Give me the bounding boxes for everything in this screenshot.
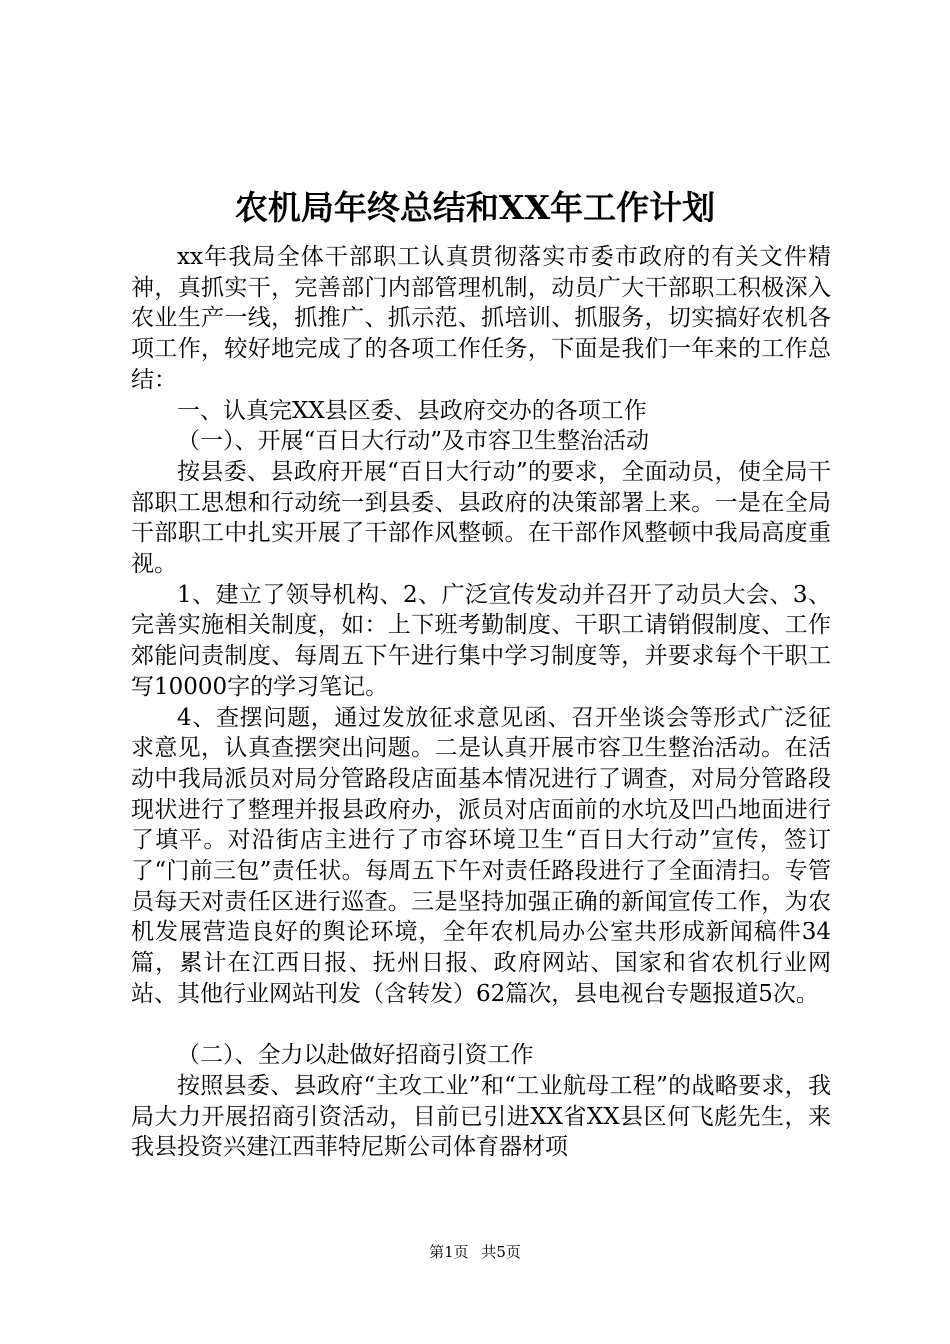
- paragraph-investment: 按照县委、县政府“主攻工业”和“工业航母工程”的战略要求，我局大力开展招商引资活动，目前已引进XX省XX县区何飞彪先生，来我县投资兴建江西菲特尼斯公司体育器材项: [131, 1072, 831, 1161]
- paragraph-intro: xx年我局全体干部职工认真贯彻落实市委市政府的有关文件精神，真抓实干，完善部门内部管理机制，动员广大干部职工积极深入农业生产一线，抓推广、抓示范、抓培训、抓服务，切实搞好农机各项工作，较好地完成了的各项工作任务，下面是我们一年来的工作总结：: [131, 244, 831, 393]
- page-total: 共5页: [481, 1243, 521, 1261]
- page-number: 第1页: [429, 1243, 469, 1261]
- paragraph-measures: 1、建立了领导机构、2、广泛宣传发动并召开了动员大会、3、完善实施相关制度，如：上下班考勤制度、干职工请销假制度、工作郊能问责制度、每周五下午进行集中学习制度等，并要求每个干职工写10000字的学习笔记。: [131, 581, 831, 700]
- subsection-heading-2: （二）、全力以赴做好招商引资工作: [177, 1042, 534, 1069]
- page-footer: [0, 1241, 950, 1263]
- section-heading-1: 一、认真完XX县区委、县政府交办的各项工作: [177, 397, 647, 424]
- paragraph-rectification: 4、查摆问题，通过发放征求意见函、召开坐谈会等形式广泛征求意见，认真查摆突出问题。二是认真开展市容卫生整治活动。在活动中我局派员对局分管路段店面基本情况进行了调查，对局分管路段现状进行了整理并报县政府办，派员对店面前的水坑及凹凸地面进行了填平。对沿街店主进行了市容环境卫生“百日大行动”宣传，签订了“门前三包”责任状。每周五下午对责任路段进行了全面清扫。专管员每天对责任区进行巡查。三是坚持加强正确的新闻宣传工作，为农机发展营造良好的舆论环境，全年农机局办公室共形成新闻稿件34篇，累计在江西日报、抚州日报、政府网站、国家和省农机行业网站、其他行业网站刊发（含转发）62篇次，县电视台专题报道5次。: [131, 704, 831, 1007]
- document-body: [131, 242, 831, 1163]
- paragraph-spacer: [131, 1010, 831, 1041]
- document-title: 农机局年终总结和XX年工作计划: [234, 188, 716, 227]
- paragraph-campaign: 按县委、县政府开展“百日大行动”的要求，全面动员，使全局干部职工思想和行动统一到县委、县政府的决策部署上来。一是在全局干部职工中扎实开展了干部作风整顿。在干部作风整顿中我局高度重视。: [131, 458, 831, 578]
- subsection-heading-1: （一）、开展“百日大行动”及市容卫生整治活动: [177, 428, 650, 455]
